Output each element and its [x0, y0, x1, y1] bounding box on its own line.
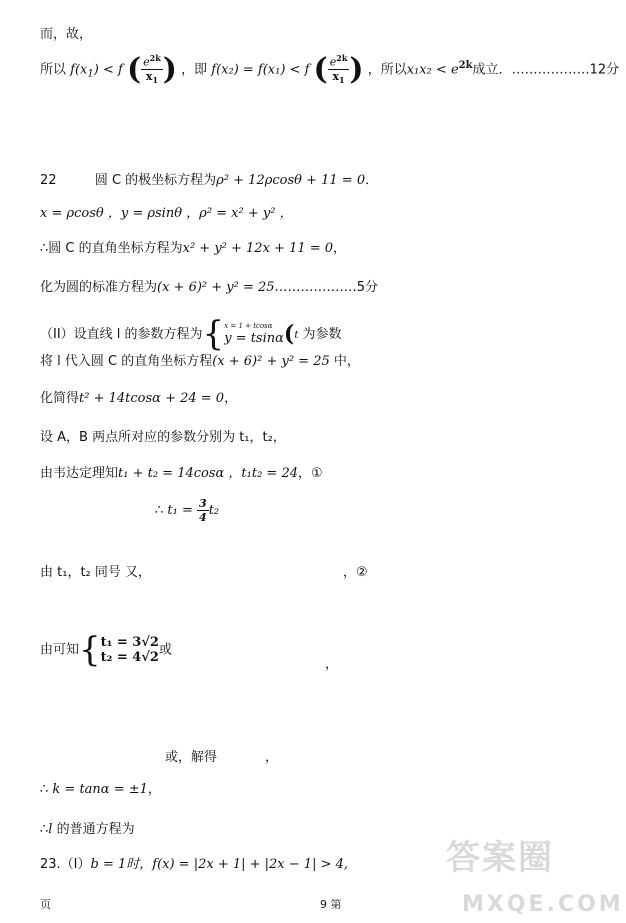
simplified-eq: t² + 14tcosα + 24 = 0: [79, 391, 225, 406]
marker-1: ，①: [298, 466, 323, 481]
marker-2: ，②: [343, 565, 368, 580]
same-sign-line: 由 t₁，t₂ 同号 又，: [40, 565, 152, 580]
solve-line: 或，解得: [165, 750, 218, 765]
line-6-score: ………………5分: [278, 280, 378, 295]
line-parametric-setup: （II）设直线 l 的参数方程为{ x = 1 + tcosα y = tsinα (t 为参数: [40, 314, 342, 354]
polar-relations: [40, 206, 293, 222]
left-paren: (: [126, 52, 142, 87]
line-2-f1: f(x: [70, 62, 88, 78]
line-2-x1x2: x₁x₂ < e: [406, 62, 459, 78]
substitute-line: 将 l 代入圆 C 的直角坐标方程(x + 6)² + y² = 25 中，: [40, 354, 360, 369]
fraction-e2k-x1-second: $\frac{e^{2k}}{x_1}$: [329, 53, 348, 86]
line-2-eq: f(x₂) = f(x₁) < f: [211, 62, 310, 78]
question-22: 22 圆 C 的极坐标方程为ρ² + 12ρcosθ + 11 = 0．: [40, 173, 379, 188]
marker-2-line: [343, 565, 368, 581]
vieta-eq: t₁ + t₂ = 14cosα ，t₁t₂ = 24: [118, 466, 299, 481]
solve-line-comma: ，: [265, 750, 279, 765]
vieta-relations: 由韦达定理知t₁ + t₂ = 14cosα ，t₁t₂ = 24，①: [40, 466, 323, 481]
footer-page-number: 9 第: [320, 898, 342, 911]
fraction-3-4: $\frac{3}{4}$: [199, 497, 207, 525]
circle-cartesian-equation: ∴圆 C 的直角坐标方程为x² + y² + 12x + 11 = 0，: [40, 241, 347, 256]
question-22-equation: ρ² + 12ρcosθ + 11 = 0: [216, 173, 366, 188]
right-paren: ): [162, 52, 177, 87]
question-22-text: 圆 C 的极坐标方程为: [94, 173, 217, 188]
t1-t2-relation: ∴ t₁ = $\frac{3}{4}$ t₂: [155, 497, 220, 525]
circle-cartesian-eq: x² + y² + 12x + 11 = 0: [182, 241, 334, 256]
question-22-number: 22: [40, 173, 57, 188]
system-brace: {: [79, 630, 101, 670]
parametric-system: x = 1 + tcosα y = tsinα: [224, 322, 284, 346]
polar-relations-text: x = ρcosθ ，y = ρsinθ ，ρ² = x² + y² ，: [40, 206, 293, 221]
known-values-comma: ，: [325, 657, 339, 672]
circle-standard-eq: (x + 6)² + y² = 25.: [157, 280, 279, 295]
simplified-equation: 化简得t² + 14tcosα + 24 = 0，: [40, 391, 238, 406]
line-2-suffix: 成立．: [472, 62, 512, 78]
substitute-eq: (x + 6)² + y² = 25: [212, 354, 330, 369]
fraction-e2k-x1: $\frac{e^{2k}}{x_1}$: [143, 53, 161, 86]
line-2-score: ………………12分: [511, 62, 620, 78]
text-line-2: 所以 $f(x_1) < f$ ( $\frac{e^{2k}}{x_1}$ ) ，即 f(x₂) = f(x₁) < f ( $\frac{e^{2k}}{x_1}$ ) ，所以$x_1x_2 < e^{2k}$成立．………………12分: [40, 52, 620, 87]
question-23: 23.（I）b = 1时，f(x) = |2x + 1| + |2x − 1| > 4,: [40, 857, 349, 872]
line-2-lt: ) < f: [93, 62, 123, 78]
t-values-system: t₁ = 3√2 t₂ = 4√2: [100, 634, 159, 666]
watermark-logo: 答案圈: [446, 838, 554, 878]
slope-line: ∴ k = tanα = ±1，: [40, 782, 161, 797]
line-1-text: 而，故，: [40, 27, 93, 42]
parameter-definition: 设 A，B 两点所对应的参数分别为 t₁，t₂，: [40, 430, 286, 445]
left-brace: {: [202, 314, 225, 354]
footer-left: 页: [40, 898, 51, 911]
watermark-url: MXQE.COM: [462, 892, 624, 917]
text-line-1: [40, 27, 92, 43]
question-23-eq: b = 1时，f(x) = |2x + 1| + |2x − 1| > 4,: [90, 857, 349, 872]
general-equation-line: ∴l 的普通方程为: [40, 822, 135, 837]
line-2-prefix: 所以: [40, 62, 67, 78]
slope-eq: k = tanα = ±1: [52, 782, 148, 797]
known-values: 由可知{ t₁ = 3√2 t₂ = 4√2 或: [40, 630, 172, 670]
line-2-suffix-pre: ，所以: [367, 62, 407, 78]
line-2-mid: ，即: [181, 62, 208, 78]
circle-standard-equation: 化为圆的标准方程为(x + 6)² + y² = 25.………………5分: [40, 280, 378, 295]
